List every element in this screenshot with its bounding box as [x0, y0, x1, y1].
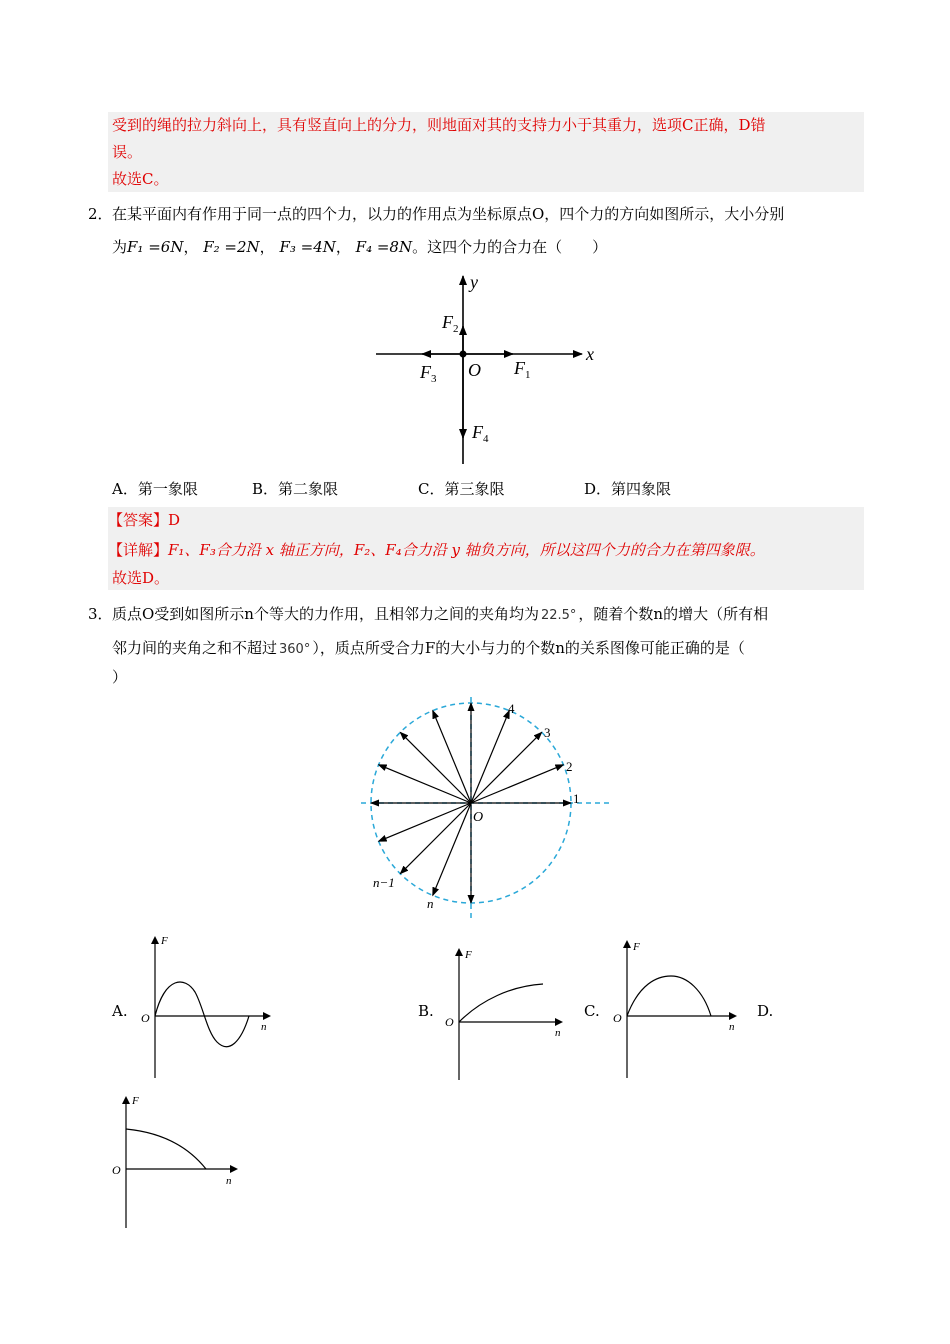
q2-option-c[interactable]: C．第三象限 — [418, 480, 505, 498]
question-2-number: 2． — [88, 205, 113, 223]
ray-label-3: 3 — [544, 725, 551, 740]
q3-line1-b: ，随着个数n的增大（所有相 — [578, 605, 769, 623]
question-3-number: 3． — [88, 605, 113, 623]
previous-answer-conclusion: 故选C。 — [112, 170, 169, 188]
graph-d-f-label: F — [132, 1095, 139, 1107]
q2-option-b[interactable]: B．第二象限 — [252, 480, 339, 498]
graph-c-n-label: n — [729, 1021, 735, 1033]
q3-option-c[interactable]: C. — [584, 1002, 600, 1020]
origin-label: O — [468, 360, 481, 380]
f3-label: $F_3$ — [420, 362, 437, 385]
graph-b-y-arrow — [455, 948, 463, 956]
graph-c-y-arrow — [623, 940, 631, 948]
q3-line2-b: ），质点所受合力F的大小与力的个数n的关系图像可能正确的是（ — [312, 639, 745, 657]
graph-a-f-label: F — [161, 935, 168, 947]
q3-angle: 22.5° — [540, 608, 577, 623]
y-axis-label: y — [470, 272, 478, 292]
graph-b-f-label: F — [465, 949, 472, 961]
q2-option-d[interactable]: D．第四象限 — [584, 480, 672, 498]
previous-answer-line-2: 误。 — [112, 143, 143, 161]
ray-label-4: 4 — [508, 701, 515, 716]
force-circle-diagram — [355, 695, 615, 925]
graph-d-y-arrow — [122, 1096, 130, 1104]
graph-c-x-arrow — [729, 1012, 737, 1020]
graph-a-o-label: O — [141, 1011, 150, 1025]
q3-option-a[interactable]: A. — [112, 1002, 128, 1020]
q2-f1-value: F₁ =6N — [127, 238, 184, 256]
ray-label-2: 2 — [566, 759, 573, 774]
graph-d[interactable] — [108, 1092, 248, 1232]
q2-prefix: 为 — [112, 238, 128, 256]
q3-option-b[interactable]: B. — [418, 1002, 434, 1020]
q3-line1-a: 质点O受到如图所示n个等大的力作用，且相邻力之间的夹角均为 — [112, 605, 539, 623]
graph-a-x-arrow — [263, 1012, 271, 1020]
circle-origin-label: O — [473, 810, 484, 825]
q2-answer: 【答案】D — [108, 511, 181, 529]
q2-detail — [108, 539, 765, 561]
graph-c-o-label: O — [613, 1011, 622, 1025]
question-3-line-1 — [112, 603, 768, 627]
q2-detail-label: 【详解】 — [108, 541, 169, 559]
q3-line2-a: 邻力间的夹角之和不超过 — [112, 639, 278, 657]
force-diagram — [370, 268, 610, 468]
graph-b-n-label: n — [555, 1027, 561, 1039]
graph-d-n-label: n — [226, 1175, 232, 1187]
q2-f3-value: F₃ =4N — [279, 238, 336, 256]
graph-c[interactable] — [609, 936, 744, 1081]
graph-a-curve — [155, 982, 249, 1047]
ray-label-n-minus-1: n−1 — [373, 875, 395, 890]
question-3-line-3: ） — [112, 668, 128, 686]
q2-detail-text: F₁、F₃合力沿 x 轴正方向，F₂、F₄合力沿 y 轴负方向，所以这四个力的合力在第四象限。 — [168, 541, 765, 559]
q3-angle-max: 360° — [279, 642, 311, 657]
force-ray — [400, 803, 471, 874]
question-2-line-1: 在某平面内有作用于同一点的四个力，以力的作用点为坐标原点O，四个力的方向如图所示，大小分别 — [112, 205, 785, 223]
q2-f4-value: F₄ =8N — [355, 238, 413, 256]
ray-label-1: 1 — [573, 791, 580, 806]
question-3-line-2 — [112, 637, 745, 661]
graph-a[interactable] — [137, 932, 277, 1082]
origin-point — [460, 351, 467, 358]
question-2-line-2: 为F₁ =6N， F₂ =2N， F₃ =4N， F₄ =8N。这四个力的合力在（ ） — [112, 238, 608, 256]
x-axis-label: x — [586, 344, 594, 364]
graph-a-y-arrow — [151, 936, 159, 944]
force-ray — [400, 732, 471, 803]
f2-label: $F_2$ — [442, 312, 459, 335]
f1-label: $F_1$ — [514, 358, 531, 381]
q2-conclusion: 故选D。 — [112, 569, 170, 587]
ray-label-n: n — [427, 896, 434, 911]
graph-b[interactable] — [441, 944, 571, 1084]
q2-suffix: 。这四个力的合力在（ ） — [412, 238, 608, 256]
graph-d-curve — [126, 1129, 206, 1169]
force-ray — [471, 732, 542, 803]
f4-label: $F_4$ — [472, 422, 489, 445]
graph-b-o-label: O — [445, 1015, 454, 1029]
graph-b-curve — [459, 984, 543, 1022]
graph-c-f-label: F — [633, 941, 640, 953]
graph-a-n-label: n — [261, 1021, 267, 1033]
graph-d-o-label: O — [112, 1163, 121, 1177]
force-rays — [371, 703, 571, 903]
q2-f2-value: F₂ =2N — [203, 238, 260, 256]
graph-b-x-arrow — [555, 1018, 563, 1026]
graph-c-curve — [627, 976, 711, 1016]
q2-option-a[interactable]: A．第一象限 — [112, 480, 198, 498]
graph-d-x-arrow — [230, 1165, 238, 1173]
q3-option-d[interactable]: D. — [757, 1002, 774, 1020]
previous-answer-line-1: 受到的绳的拉力斜向上，具有竖直向上的分力，则地面对其的支持力小于其重力，选项C正确，D错 — [112, 116, 766, 134]
